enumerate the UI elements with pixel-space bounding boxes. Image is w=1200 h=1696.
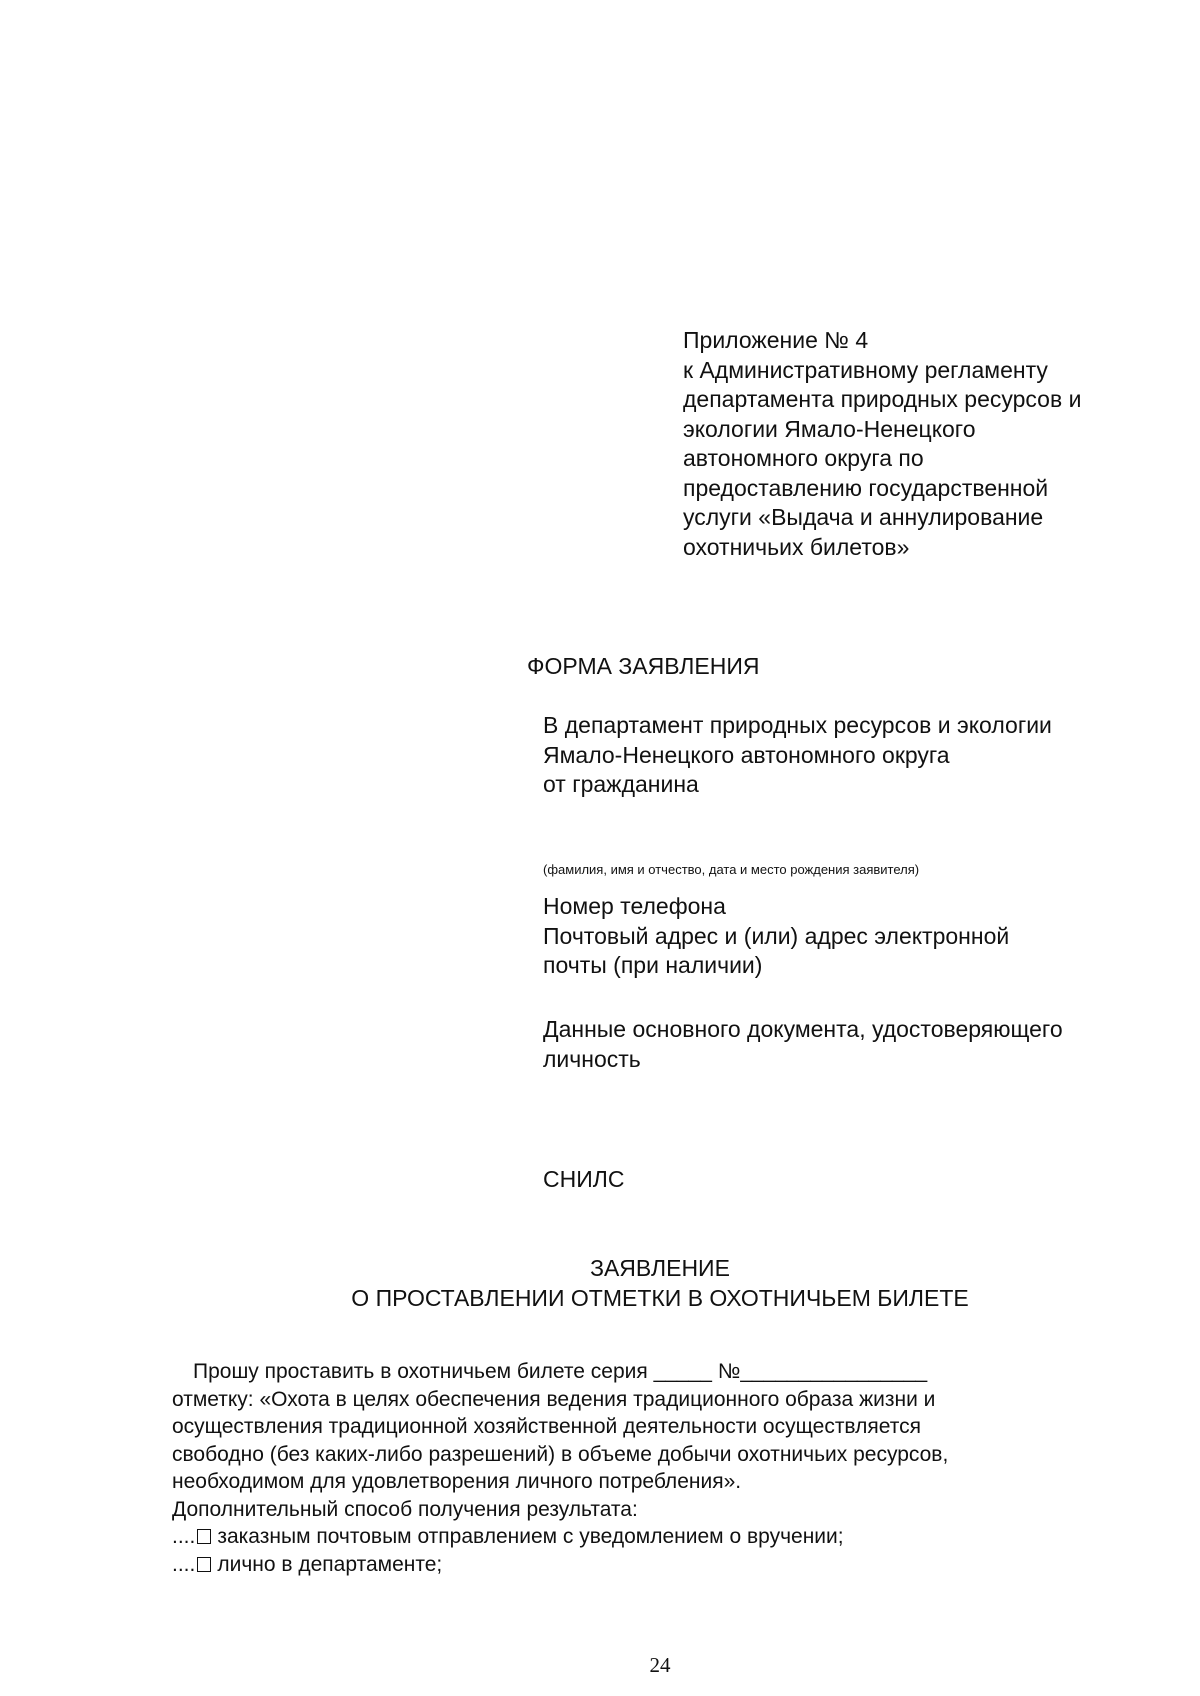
appendix-line: автономного округа по (683, 445, 924, 471)
contacts-line: Почтовый адрес и (или) адрес электронной (543, 922, 1010, 949)
id-document-line: личность (543, 1045, 641, 1072)
body-line: отметку: «Охота в целях обеспечения ведения традиционного образа жизни и (172, 1387, 936, 1411)
appendix-line: услуги «Выдача и аннулирование (683, 504, 1044, 530)
option-prefix: .... (172, 1552, 196, 1576)
heading-title: ЗАЯВЛЕНИЕ (590, 1255, 730, 1281)
checkbox-mail[interactable] (197, 1529, 211, 1544)
delivery-option-in-person (172, 1551, 948, 1579)
appendix-line: охотничьих билетов» (683, 533, 910, 560)
request-body (172, 1358, 948, 1578)
checkbox-in-person[interactable] (197, 1557, 211, 1572)
contacts-block (543, 892, 1009, 981)
page-number: 24 (649, 1653, 671, 1677)
appendix-line: Приложение № 4 (683, 327, 869, 353)
option-label: заказным почтовым отправлением с уведомлением о вручении; (217, 1525, 844, 1548)
body-line: осуществления традиционной хозяйственной деятельности осуществляется (172, 1415, 921, 1438)
appendix-line: экологии Ямало-Ненецкого (683, 415, 976, 442)
id-document-line: Данные основного документа, удостоверяющего (543, 1016, 1063, 1042)
option-prefix: .... (172, 1525, 196, 1548)
addressee-line: Ямало-Ненецкого автономного округа (543, 741, 950, 768)
appendix-line: департамента природных ресурсов и (683, 386, 1082, 412)
appendix-line: к Административному регламенту (683, 356, 1048, 383)
applicant-hint: (фамилия, имя и отчество, дата и место рождения заявителя) (543, 862, 920, 877)
contacts-line: почты (при наличии) (543, 952, 763, 978)
id-document-block (543, 1015, 1063, 1074)
body-line: необходимом для удовлетворения личного потребления». (172, 1470, 742, 1493)
document-subheading (0, 1283, 1200, 1313)
addressee-line: от гражданина (543, 771, 699, 797)
appendix-block (683, 326, 1183, 562)
addressee-block (543, 711, 1052, 800)
document-heading (0, 1253, 1200, 1283)
delivery-option-mail (172, 1523, 948, 1551)
body-line: свободно (без каких-либо разрешений) в объеме добычи охотничьих ресурсов, (172, 1442, 949, 1466)
heading-subtitle: О ПРОСТАВЛЕНИИ ОТМЕТКИ В ОХОТНИЧЬЕМ БИЛЕТЕ (351, 1285, 969, 1311)
body-line: Дополнительный способ получения результата: (172, 1497, 638, 1521)
option-label: лично в департаменте; (217, 1552, 443, 1576)
body-line: Прошу проставить в охотничьем билете серия _____ №________________ (193, 1360, 928, 1383)
appendix-line: предоставлению государственной (683, 474, 1049, 501)
addressee-line: В департамент природных ресурсов и экологии (543, 712, 1052, 738)
contacts-line: Номер телефона (543, 893, 726, 919)
form-title: ФОРМА ЗАЯВЛЕНИЯ (527, 653, 760, 679)
snils-label: СНИЛС (543, 1166, 625, 1192)
